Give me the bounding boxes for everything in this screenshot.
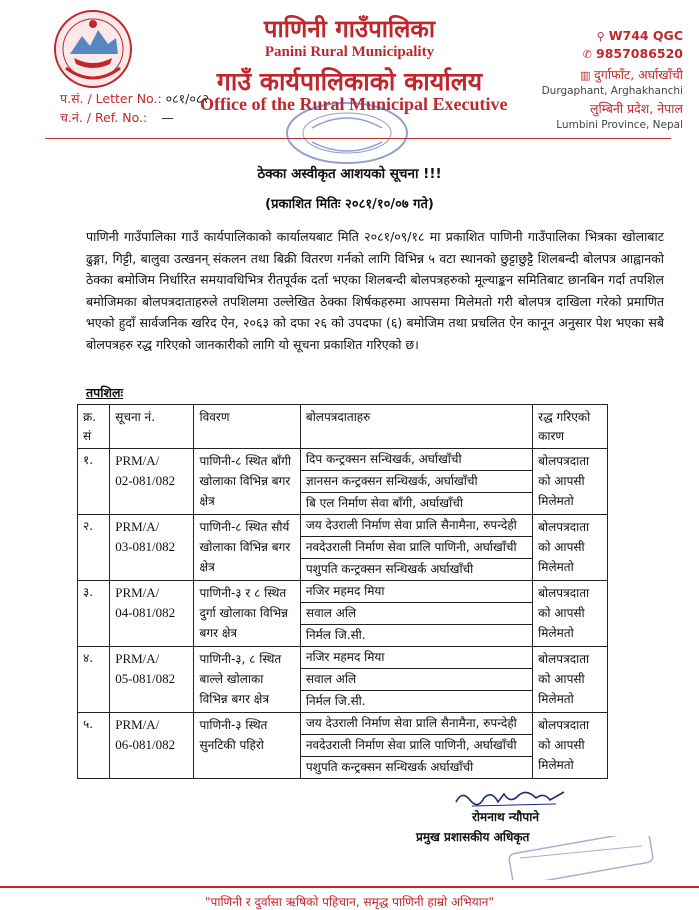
municipality-name-nepali: पाणिनी गाउँपालिका xyxy=(263,15,436,43)
rejected-bids-table xyxy=(77,404,608,779)
cell-sn: ४. xyxy=(78,647,110,713)
cell-bidder: निर्मल जि.सी. xyxy=(300,625,532,647)
contact-address-nepali: ▥ दुर्गाफाँट, अर्घाखाँची xyxy=(580,67,683,82)
cell-bidder: नजिर महमद मिया xyxy=(300,647,532,669)
cell-notice-no: PRM/A/ 06-081/082 xyxy=(110,713,194,779)
cell-sn: १. xyxy=(78,449,110,515)
notice-body xyxy=(86,226,664,355)
cell-details: पाणिनी-३ स्थित सुनटिकी पहिरो xyxy=(194,713,300,779)
ref-number-label: च.नं. / Ref. No.: xyxy=(60,110,148,125)
cell-bidder: नजिर महमद मिया xyxy=(300,581,532,603)
cell-reason: बोलपत्रदाता को आपसी मिलेमतो xyxy=(533,515,608,581)
phone-icon: ✆ xyxy=(582,48,593,61)
letter-number-value: ०८१/०८२ xyxy=(165,91,209,106)
cell-sn: २. xyxy=(78,515,110,581)
col-header-bidders: बोलपत्रदाताहरु xyxy=(300,405,532,449)
cell-details: पाणिनी-३, ८ स्थित बाल्ले खोलाका विभिन्न बगर क्षेत्र xyxy=(194,647,300,713)
contact-code: ⚲ W744 QGC xyxy=(596,28,683,43)
cell-sn: ३. xyxy=(78,581,110,647)
ref-number-value: — xyxy=(161,110,174,125)
municipality-name-english: Panini Rural Municipality xyxy=(264,44,435,60)
contact-phone: ✆ 9857086520 xyxy=(582,46,683,61)
table-header-row xyxy=(78,405,608,449)
cell-notice-no: PRM/A/ 04-081/082 xyxy=(110,581,194,647)
office-name-english: Office of the Rural Municipal Executive xyxy=(200,94,508,114)
table-row xyxy=(78,647,608,669)
cell-details: पाणिनी-८ स्थित सौर्य खोलाका विभिन्न बगर क्षेत्र xyxy=(194,515,300,581)
location-pin-icon: ⚲ xyxy=(596,30,605,43)
cell-bidder: दिप कन्ट्रक्सन सन्धिखर्क, अर्घाखाँची xyxy=(300,449,532,471)
cell-bidder: जय देउराली निर्माण सेवा प्रालि सैनामैना, रुपन्देही xyxy=(300,713,532,735)
cell-notice-no: PRM/A/ 05-081/082 xyxy=(110,647,194,713)
col-header-reason: रद्ध गरिएको कारण xyxy=(533,405,608,449)
contact-province-english: Lumbini Province, Nepal xyxy=(556,119,683,131)
notice-title: ठेक्का अस्वीकृत आशयको सूचना !!! xyxy=(257,166,442,182)
table-row xyxy=(78,515,608,537)
table-row xyxy=(78,713,608,735)
notice-body-text: पाणिनी गाउँपालिका गाउँ कार्यपालिकाको कार्यालयबाट मिति २०८१/०९/१८ मा प्रकाशित पाणिनी गाउँपालिका भित्रका खोलाबाट ढुङ्गा, गिट्टी, बालुवा उत्खनन् संकलन तथा बिक्री वितरण गर्नको लागि विभिन्न ५ वटा स्थानको छुट्टाछुट्टै शिलबन्दी बोलपत्र आह्वानको ठेक्का बमोजिम निर्धारित समयावधिभित्र रीतपूर्वक दर्ता भएका शिलबन्दी बोलपत्रहरुको मूल्याङ्कन समितिबाट छानबिन गर्दा तपशिल बमोजिमका बोलपत्रदाताहरुले तपशिलमा उल्लेखित ठेक्का शिर्षकहरुमा आपसमा मिलेमतो गरी बोलपत्र दाखिला गरेको प्रमाणित भएको हुदाँ सार्वजनिक खरिद ऐन, २०६३ को दफा २६ को उपदफा (६) बमोजिम तथा प्रचलित ऐन कानून अनुसार पेश भएका सबै बोलपत्रहरु रद्ध गरिएको जानकारीको लागि यो सूचना प्रकाशित गरिएको छ। xyxy=(86,229,664,352)
cell-reason: बोलपत्रदाता को आपसी मिलेमतो xyxy=(533,647,608,713)
contact-address-english: Durgaphant, Arghakhanchi xyxy=(541,85,683,97)
table-row xyxy=(78,581,608,603)
col-header-details: विवरण xyxy=(194,405,300,449)
cell-bidder: पशुपति कन्ट्रक्सन सन्धिखर्क अर्घाखाँची xyxy=(300,559,532,581)
cell-bidder: नवदेउराली निर्माण सेवा प्रालि पाणिनी, अर्घाखाँची xyxy=(300,735,532,757)
cell-reason: बोलपत्रदाता को आपसी मिलेमतो xyxy=(533,581,608,647)
cell-notice-no: PRM/A/ 02-081/082 xyxy=(110,449,194,515)
cell-reason: बोलपत्रदाता को आपसी मिलेमतो xyxy=(533,713,608,779)
cell-reason: बोलपत्रदाता को आपसी मिलेमतो xyxy=(533,449,608,515)
cell-bidder: सवाल अलि xyxy=(300,669,532,691)
cell-bidder: निर्मल जि.सी. xyxy=(300,691,532,713)
cell-sn: ५. xyxy=(78,713,110,779)
cell-details: पाणिनी-८ स्थित बाँगी खोलाका विभिन्न बगर क्षेत्र xyxy=(194,449,300,515)
col-header-notice-no: सूचना नं. xyxy=(110,405,194,449)
handwritten-signature xyxy=(452,786,572,810)
cell-bidder: जय देउराली निर्माण सेवा प्रालि सैनामैना, रुपन्देही xyxy=(300,515,532,537)
notice-publish-date: (प्रकाशित मितिः २०८१/१०/०७ गते) xyxy=(265,197,434,212)
cell-bidder: पशुपति कन्ट्रक्सन सन्धिखर्क अर्घाखाँची xyxy=(300,757,532,779)
footer-divider xyxy=(0,886,699,888)
cell-bidder: नवदेउराली निर्माण सेवा प्रालि पाणिनी, अर्घाखाँची xyxy=(300,537,532,559)
table-row xyxy=(78,449,608,471)
signatory-designation: प्रमुख प्रशासकीय अधिकृत xyxy=(416,830,530,844)
building-icon: ▥ xyxy=(580,69,591,82)
office-stamp xyxy=(282,98,412,168)
contact-province-nepali: लुम्बिनी प्रदेश, नेपाल xyxy=(589,101,683,116)
cell-details: पाणिनी-३ र ८ स्थित दुर्गा खोलाका विभिन्न बगर क्षेत्र xyxy=(194,581,300,647)
footer-motto: "पाणिनी र दुर्वासा ऋषिको पहिचान, समृद्ध पाणिनी हाम्रो अभियान" xyxy=(205,895,494,909)
cell-bidder: सवाल अलि xyxy=(300,603,532,625)
cell-notice-no: PRM/A/ 03-081/082 xyxy=(110,515,194,581)
signatory-name: रोमनाथ न्यौपाने xyxy=(472,810,539,824)
cell-bidder: ज्ञानसन कन्ट्रक्सन सन्धिखर्क, अर्घाखाँची xyxy=(300,471,532,493)
office-name-nepali: गाउँ कार्यपालिकाको कार्यालय xyxy=(216,67,483,96)
cell-bidder: बि एल निर्माण सेवा बाँगी, अर्घाखाँची xyxy=(300,493,532,515)
letter-number-label: प.सं. / Letter No.: xyxy=(60,91,162,106)
ref-number-row xyxy=(60,109,174,126)
details-label: तपशिलः xyxy=(86,385,123,400)
col-header-sn: क्र. सं xyxy=(78,405,110,449)
officer-seal-stamp xyxy=(506,836,656,880)
letter-number-row xyxy=(60,90,209,107)
